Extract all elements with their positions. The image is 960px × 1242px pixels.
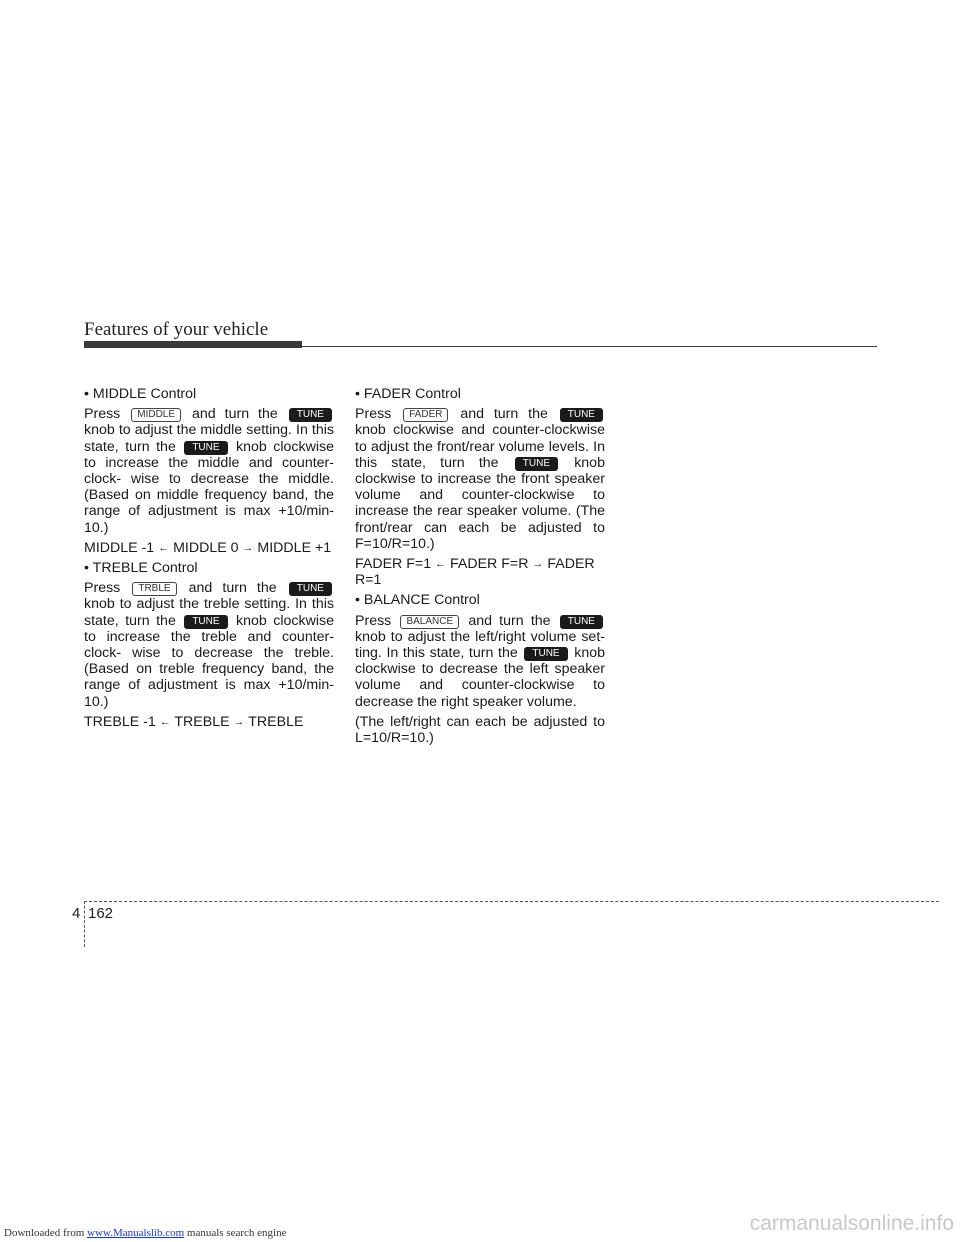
balance-heading: • BALANCE Control (355, 592, 480, 609)
treble-heading: • TREBLE Control (84, 560, 198, 577)
tune-knob-icon: TUNE (560, 408, 603, 422)
treble-key-icon: TRBLE (132, 582, 176, 596)
fader-body: Press FADER and turn the TUNE knob clockwise and counter-clockwise to adjust the front/rear volume levels. In this state, turn the TUNE knob clockwise to increase the front speaker volume and counter-clockwise to increase the rear speaker volume. (The front/rear can each be adjusted to F=10/R=10.) (355, 406, 605, 552)
tune-knob-icon: TUNE (515, 457, 558, 471)
arrow-left-icon: ← (435, 558, 447, 571)
tune-knob-icon: TUNE (560, 615, 603, 629)
arrow-right-icon: → (242, 541, 254, 554)
fader-sequence: FADER F=1 ← FADER F=R → FADER R=1 (355, 556, 595, 589)
arrow-left-icon: ← (158, 541, 170, 554)
fader-key-icon: FADER (403, 408, 448, 422)
arrow-right-icon: → (532, 558, 544, 571)
download-credit: Downloaded from www.Manualslib.com manuals search engine (4, 1227, 287, 1239)
tune-knob-icon: TUNE (524, 647, 567, 661)
middle-body: Press MIDDLE and turn the TUNE knob to adjust the middle setting. In this state, turn the TUNE knob clockwise to increase the middle and counter-clock- wise to decrease the middle. (Based on middle frequency band, the range of adjustment is max +10/min-10.) (84, 406, 334, 536)
left-column (84, 386, 334, 734)
tune-knob-icon: TUNE (184, 615, 227, 629)
footer-rule (84, 901, 939, 902)
balance-body: Press BALANCE and turn the TUNE knob to adjust the left/right volume set- ting. In this state, turn the TUNE knob clockwise to decrease the left speaker volume and counter-clockwise to decrease the right speaker volume. (355, 612, 605, 710)
middle-key-icon: MIDDLE (131, 408, 181, 422)
page-number: 162 (88, 905, 114, 922)
middle-heading: • MIDDLE Control (84, 386, 197, 402)
manualslib-link[interactable]: www.Manualslib.com (87, 1227, 185, 1239)
tune-knob-icon: TUNE (184, 441, 227, 455)
chapter-number: 4 (72, 905, 81, 922)
tune-knob-icon: TUNE (289, 582, 332, 596)
fader-heading: • FADER Control (355, 386, 461, 402)
arrow-left-icon: ← (159, 715, 171, 728)
tune-knob-icon: TUNE (289, 408, 332, 422)
middle-sequence: MIDDLE -1 ← MIDDLE 0 → MIDDLE +1 (84, 539, 332, 556)
balance-key-icon: BALANCE (400, 615, 459, 629)
treble-sequence: TREBLE -1 ← TREBLE → TREBLE (84, 713, 304, 730)
page-title: Features of your vehicle (84, 319, 269, 340)
footer-divider (84, 901, 85, 947)
header-rule (302, 346, 877, 347)
watermark: carmanualsonline.info (749, 1212, 954, 1235)
right-column (355, 386, 605, 750)
arrow-right-icon: → (233, 715, 245, 728)
header-bar (84, 341, 302, 348)
balance-note: (The left/right can each be adjusted to L=10/R=10.) (355, 713, 605, 747)
treble-body: Press TRBLE and turn the TUNE knob to adjust the treble setting. In this state, turn the TUNE knob clockwise to increase the treble and counter-clock- wise to decrease the treble. (Based on treble frequency band, the range of adjustment is max +10/min-10.) (84, 580, 334, 710)
